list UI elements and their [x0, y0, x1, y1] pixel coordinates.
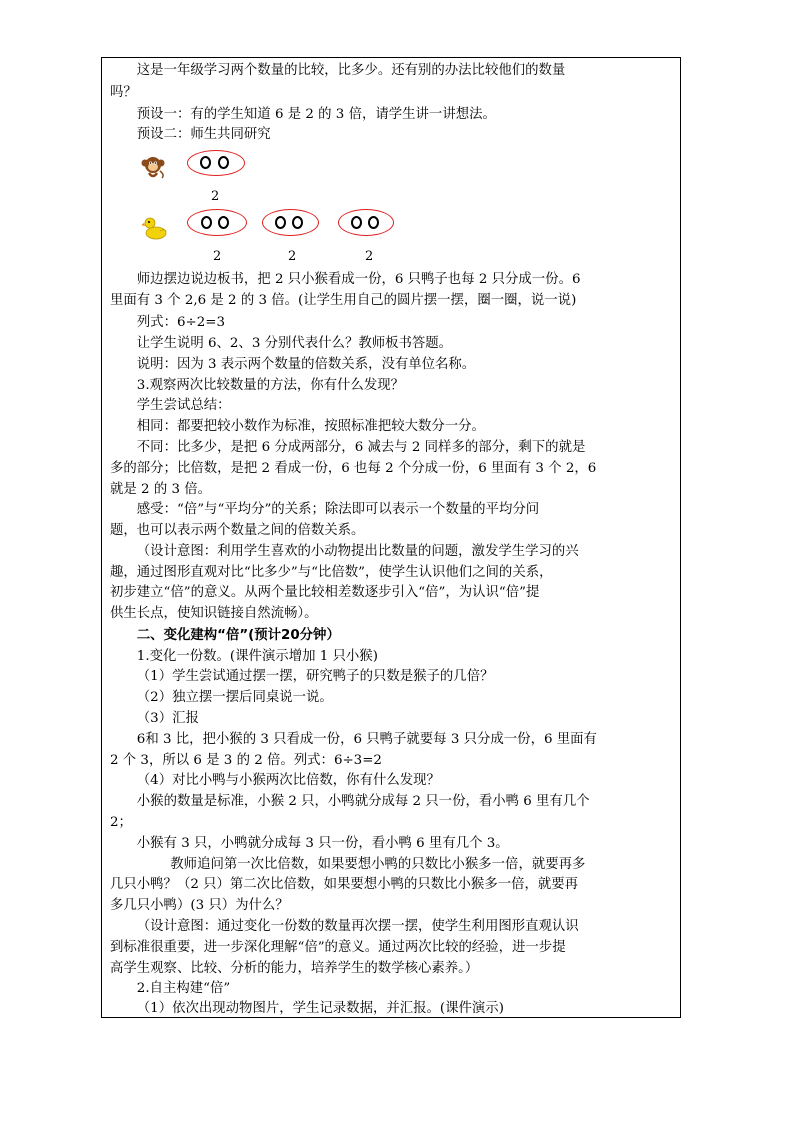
duck-group-ellipse: [187, 209, 247, 236]
text-line: （1）依次出现动物图片，学生记录数据，并汇报。(课件演示): [136, 1001, 504, 1016]
text-line: 几只小鸭？（2 只）第二次比倍数，如果要想小鸭的只数比小猴多一倍，就要再: [110, 877, 579, 892]
monkey-group-ellipse: [187, 150, 245, 176]
duck-group-ellipse: [262, 209, 319, 236]
text-line: 感受：“倍”与“平均分”的关系；除法即可以表示一个数量的平均分问: [136, 502, 540, 517]
text-line: 初步建立“倍”的意义。从两个量比较相差数逐步引入“倍”，为认识“倍”提: [110, 585, 540, 600]
section-heading: 二、变化建构“倍”(预计20分钟）: [136, 628, 340, 643]
text-line: （设计意图：通过变化一份数的数量再次摆一摆，使学生利用图形直观认识: [136, 919, 579, 934]
text-line: 高学生观察、比较、分析的能力，培养学生的数学核心素养。）: [110, 961, 479, 976]
text-line: （设计意图：利用学生喜欢的小动物提出比数量的问题，激发学生学习的兴: [136, 544, 579, 559]
text-line: 小猴有 3 只，小鸭就分成每 3 只一份，看小鸭 6 里有几个 3。: [136, 836, 509, 851]
group-label-bottom: 2: [365, 249, 374, 264]
text-line: 多几只小鸭）(3 只）为什么？: [110, 898, 289, 913]
text-line: 师边摆边说边板书，把 2 只小猴看成一份，6 只鸭子也每 2 只分成一份。6: [136, 272, 581, 287]
text-line: 题，也可以表示两个数量之间的倍数关系。: [110, 523, 365, 538]
text-line: 6和 3 比，把小猴的 3 只看成一份，6 只鸭子就要每 3 只分成一份，6 里面有: [136, 732, 597, 747]
text-line: 2；: [110, 815, 132, 830]
counter-circle: [201, 216, 212, 229]
text-line: 供生长点，使知识链接自然流畅）。: [110, 606, 318, 621]
counter-circle: [275, 216, 286, 229]
counter-circle: [368, 216, 379, 229]
text-line: 就是 2 的 3 倍。: [110, 482, 212, 497]
text-line: 学生尝试总结：: [136, 398, 231, 413]
text-line: （2）独立摆一摆后同桌说一说。: [136, 690, 333, 705]
monkey-icon: [140, 153, 166, 179]
text-line: （3）汇报: [136, 711, 199, 726]
text-line: 说明：因为 3 表示两个数量的倍数关系，没有单位名称。: [136, 357, 476, 372]
text-line: 不同：比多少，是把 6 分成两部分，6 减去与 2 同样多的部分，剩下的就是: [136, 440, 586, 455]
text-line: 3.观察两次比较数量的方法，你有什么发现？: [136, 378, 404, 393]
text-line: 预设二：师生共同研究: [136, 127, 271, 142]
text-line: 小猴的数量是标准，小猴 2 只，小鸭就分成每 2 只一份，看小鸭 6 里有几个: [136, 794, 590, 809]
counter-circle: [218, 156, 229, 169]
text-line: 列式：6÷2=3: [136, 315, 225, 330]
text-line: 相同：都要把较小数作为标准，按照标准把较大数分一分。: [136, 419, 485, 434]
text-line: （4）对比小鸭与小猴两次比倍数，你有什么发现？: [136, 773, 440, 788]
text-line: 趣，通过图形直观对比“比多少”与“比倍数”，使学生认识他们之间的关系，: [110, 565, 553, 580]
text-line: 2 个 3，所以 6 是 3 的 2 倍。列式：6÷3=2: [110, 753, 382, 768]
counter-circle: [200, 156, 211, 169]
text-line: 里面有 3 个 2,6 是 2 的 3 倍。(让学生用自己的圆片摆一摆，圈一圈，说一说): [110, 293, 577, 308]
text-line: 教师追问第一次比倍数，如果要想小鸭的只数比小猴多一倍，就要再多: [170, 857, 586, 872]
counter-circle: [292, 216, 303, 229]
duck-group-ellipse: [338, 209, 394, 236]
text-line: 吗？: [110, 85, 137, 100]
duck-row: [140, 207, 400, 239]
monkey-row: [140, 150, 250, 182]
text-line: 这是一年级学习两个数量的比较，比多少。还有别的办法比较他们的数量: [136, 63, 566, 78]
group-label-bottom: 2: [213, 249, 222, 264]
counter-circle: [218, 216, 229, 229]
group-label-top: 2: [211, 189, 220, 204]
text-line: （1）学生尝试通过摆一摆，研究鸭子的只数是猴子的几倍？: [136, 669, 494, 684]
text-line: 到标准很重要，进一步深化理解“倍”的意义。通过两次比较的经验，进一步提: [110, 940, 566, 955]
text-line: 让学生说明 6、2、3 分别代表什么？教师板书答题。: [136, 336, 453, 351]
duck-icon: [142, 215, 168, 241]
text-line: 1.变化一份数。(课件演示增加 1 只小猴): [136, 649, 378, 664]
counter-circle: [351, 216, 362, 229]
text-line: 多的部分；比倍数，是把 2 看成一份，6 也每 2 个分成一份，6 里面有 3 个 2，6: [110, 461, 597, 476]
text-line: 2.自主构建“倍”: [136, 981, 231, 996]
text-line: 预设一：有的学生知道 6 是 2 的 3 倍，请学生讲一讲想法。: [136, 107, 496, 122]
group-label-bottom: 2: [288, 249, 297, 264]
